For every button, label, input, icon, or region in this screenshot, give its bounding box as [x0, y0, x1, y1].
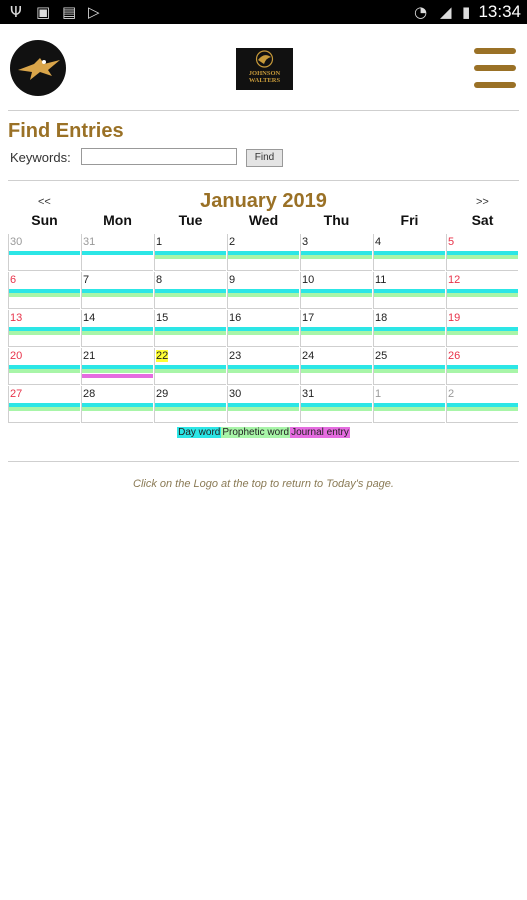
calendar-day-cell[interactable]: [373, 234, 445, 271]
usb-icon: Ψ: [10, 3, 22, 21]
calendar-day-cell[interactable]: [373, 272, 445, 309]
calendar-day-cell[interactable]: [300, 234, 372, 271]
calendar-day-cell[interactable]: [81, 348, 153, 385]
day-number: 29: [156, 388, 169, 400]
calendar-day-cell[interactable]: [154, 348, 226, 385]
prophetic-word-marker[interactable]: [228, 255, 299, 259]
weekday-header: Tue: [178, 212, 203, 228]
next-month-link[interactable]: >>: [476, 196, 489, 208]
prophetic-word-marker[interactable]: [9, 293, 80, 297]
wifi-icon: ◔: [414, 3, 428, 21]
day-number: 1: [156, 236, 163, 248]
weekday-header: Sat: [471, 212, 494, 228]
calendar-day-cell[interactable]: [81, 310, 153, 347]
menu-bar-bottom: [474, 82, 516, 88]
day-number: 25: [375, 350, 388, 362]
calendar-day-cell[interactable]: [300, 348, 372, 385]
calendar-day-cell[interactable]: [446, 386, 518, 423]
day-number: 27: [10, 388, 23, 400]
day-word-marker[interactable]: [82, 251, 153, 255]
weekday-header: Wed: [248, 212, 279, 228]
legend-prophetic-word: Prophetic word: [222, 427, 290, 438]
prophetic-word-marker[interactable]: [228, 331, 299, 335]
brand-emblem-icon: [236, 48, 293, 72]
prophetic-word-marker[interactable]: [447, 255, 518, 259]
prophetic-word-marker[interactable]: [301, 255, 372, 259]
day-number: 22: [156, 350, 169, 362]
calendar-day-cell[interactable]: [154, 386, 226, 423]
day-word-marker[interactable]: [9, 251, 80, 255]
prophetic-word-marker[interactable]: [374, 331, 445, 335]
day-number: 2: [229, 236, 236, 248]
day-number: 30: [229, 388, 242, 400]
prophetic-word-marker[interactable]: [9, 407, 80, 411]
play-store-icon: ▷: [88, 3, 100, 21]
brand-text: [236, 70, 293, 84]
find-button[interactable]: Find: [246, 149, 283, 167]
footer-hint: Click on the Logo at the top to return to Today's page.: [133, 478, 394, 490]
calendar-day-cell[interactable]: [81, 386, 153, 423]
calendar-day-cell[interactable]: [300, 386, 372, 423]
calendar-day-cell[interactable]: [227, 348, 299, 385]
legend: [0, 427, 527, 438]
day-number: 11: [375, 274, 387, 286]
eagle-logo-icon[interactable]: [10, 40, 66, 96]
calendar-day-cell[interactable]: [81, 272, 153, 309]
prophetic-word-marker[interactable]: [374, 255, 445, 259]
calendar-day-cell[interactable]: [154, 310, 226, 347]
calendar-day-cell[interactable]: [446, 310, 518, 347]
calendar-day-cell[interactable]: [8, 348, 80, 385]
prophetic-word-marker[interactable]: [447, 331, 518, 335]
day-number: 16: [229, 312, 242, 324]
day-number: 10: [302, 274, 315, 286]
prophetic-word-marker[interactable]: [155, 369, 226, 373]
day-number: 6: [10, 274, 17, 286]
prophetic-word-marker[interactable]: [155, 407, 226, 411]
prophetic-word-marker[interactable]: [9, 331, 80, 335]
day-number: 9: [229, 274, 236, 286]
calendar-day-cell[interactable]: [154, 234, 226, 271]
brand-line-2: WALTERS: [248, 77, 281, 84]
menu-bar-top: [474, 48, 516, 54]
calendar-day-cell[interactable]: [227, 272, 299, 309]
menu-bar-middle: [474, 65, 516, 71]
image-icon: ▣: [36, 3, 51, 21]
weekday-header: Sun: [31, 212, 58, 228]
prophetic-word-marker[interactable]: [301, 369, 372, 373]
keywords-label: Keywords:: [10, 150, 71, 165]
calendar-day-cell[interactable]: [227, 234, 299, 271]
divider: [8, 461, 519, 462]
divider: [8, 180, 519, 181]
calendar-day-cell[interactable]: [81, 234, 153, 271]
day-number: 18: [375, 312, 388, 324]
prophetic-word-marker[interactable]: [228, 407, 299, 411]
prophetic-word-marker[interactable]: [228, 369, 299, 373]
prophetic-word-marker[interactable]: [82, 293, 153, 297]
find-entries-title: Find Entries: [8, 120, 124, 142]
prophetic-word-marker[interactable]: [447, 369, 518, 373]
calendar-day-cell[interactable]: [373, 386, 445, 423]
divider: [8, 110, 519, 111]
day-number: 13: [10, 312, 23, 324]
prophetic-word-marker[interactable]: [301, 293, 372, 297]
weekday-header: Thu: [323, 212, 350, 228]
calendar-day-cell[interactable]: [300, 310, 372, 347]
day-number: 28: [83, 388, 96, 400]
prophetic-word-marker[interactable]: [374, 407, 445, 411]
calendar-day-cell[interactable]: [8, 386, 80, 423]
day-number: 4: [375, 236, 382, 248]
document-icon: ▤: [62, 3, 77, 21]
prophetic-word-marker[interactable]: [82, 331, 153, 335]
month-title: January 2019: [200, 190, 327, 212]
status-bar: [0, 0, 527, 24]
prophetic-word-marker[interactable]: [447, 293, 518, 297]
day-number: 21: [83, 350, 96, 362]
day-number: 20: [10, 350, 23, 362]
prophetic-word-marker[interactable]: [155, 255, 226, 259]
calendar-day-cell[interactable]: [373, 348, 445, 385]
weekday-header: Fri: [400, 212, 419, 228]
prophetic-word-marker[interactable]: [301, 407, 372, 411]
menu-button[interactable]: [474, 46, 516, 90]
day-number: 14: [83, 312, 96, 324]
day-number: 26: [448, 350, 461, 362]
prophetic-word-marker[interactable]: [228, 293, 299, 297]
prophetic-word-marker[interactable]: [82, 407, 153, 411]
battery-icon: ▮: [462, 3, 471, 21]
day-number: 2: [448, 388, 455, 400]
day-number: 1: [375, 388, 382, 400]
calendar-day-cell[interactable]: [8, 272, 80, 309]
signal-icon: ◢: [440, 3, 452, 21]
calendar-day-cell[interactable]: [8, 310, 80, 347]
brand-line-1: JOHNSON: [248, 70, 281, 77]
day-number: 19: [448, 312, 461, 324]
day-number: 3: [302, 236, 309, 248]
calendar-day-cell[interactable]: [446, 348, 518, 385]
prophetic-word-marker[interactable]: [155, 331, 226, 335]
prophetic-word-marker[interactable]: [155, 293, 226, 297]
prophetic-word-marker[interactable]: [82, 369, 153, 373]
day-number: 12: [448, 274, 461, 286]
legend-journal-entry: Journal entry: [291, 427, 349, 438]
day-number: 23: [229, 350, 242, 362]
day-number: 31: [302, 388, 315, 400]
calendar-day-cell[interactable]: [373, 310, 445, 347]
calendar-day-cell[interactable]: [227, 310, 299, 347]
prophetic-word-marker[interactable]: [374, 293, 445, 297]
day-number: 24: [302, 350, 315, 362]
weekday-header: Mon: [103, 212, 132, 228]
day-number: 5: [448, 236, 455, 248]
brand-logo: [236, 48, 293, 90]
status-time: 13:34: [478, 2, 521, 21]
day-number: 8: [156, 274, 163, 286]
day-number: 31: [83, 236, 96, 248]
prophetic-word-marker[interactable]: [301, 331, 372, 335]
prophetic-word-marker[interactable]: [9, 369, 80, 373]
prophetic-word-marker[interactable]: [447, 407, 518, 411]
day-number: 17: [302, 312, 315, 324]
prophetic-word-marker[interactable]: [374, 369, 445, 373]
calendar-day-cell[interactable]: [446, 234, 518, 271]
app-header: [0, 24, 527, 112]
keywords-input[interactable]: [81, 148, 237, 165]
day-number: 7: [83, 274, 90, 286]
calendar-day-cell[interactable]: [446, 272, 518, 309]
prev-month-link[interactable]: <<: [38, 196, 51, 208]
day-number: 15: [156, 312, 169, 324]
journal-entry-marker[interactable]: [82, 374, 153, 378]
legend-day-word: Day word: [178, 427, 221, 438]
calendar-day-cell[interactable]: [300, 272, 372, 309]
calendar-day-cell[interactable]: [8, 234, 80, 271]
day-number: 30: [10, 236, 23, 248]
calendar-day-cell[interactable]: [227, 386, 299, 423]
calendar-day-cell[interactable]: [154, 272, 226, 309]
